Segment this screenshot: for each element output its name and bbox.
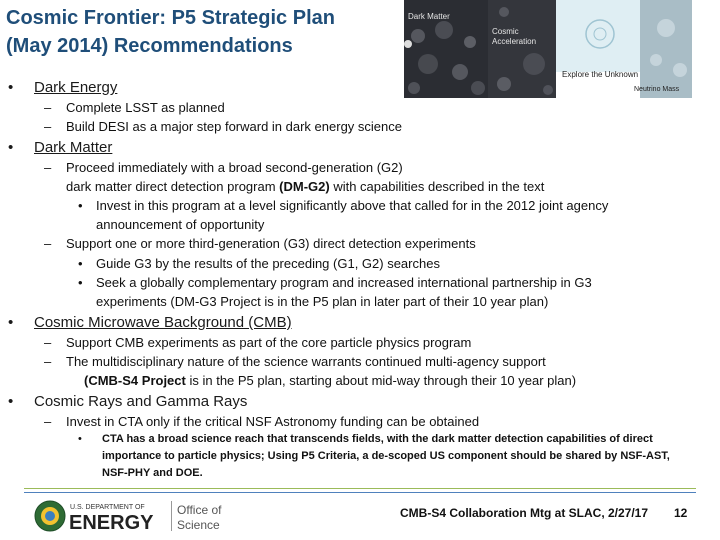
neutrino-label: Neutrino Mass <box>634 86 680 93</box>
cmb-support-text: Support CMB experiments as part of the core particle physics program <box>66 335 472 350</box>
dark-matter-g2-cont-post: with capabilities described in the text <box>329 179 545 194</box>
doe-line2: ENERGY <box>69 512 154 534</box>
dark-matter-seek-cont: experiments (DM-G3 Project is in the P5 plan in later part of their 10 year plan) <box>96 294 549 309</box>
dark-matter-heading: Dark Matter <box>34 139 113 156</box>
bullet: • <box>78 433 82 445</box>
cosmic-label-1: Cosmic <box>492 27 519 36</box>
bullet: • <box>78 275 83 290</box>
cosmic-label-2: Acceleration <box>492 37 537 46</box>
cta-reach-cont: importance to particle physics; Using P5 Criteria, a de-scoped US component should be shared by NSF-AST, <box>102 450 670 462</box>
dark-matter-g2-text: Proceed immediately with a broad second-generation (G2) <box>66 160 403 175</box>
dark-matter-label: Dark Matter <box>408 12 450 21</box>
cmb-s4-post: is in the P5 plan, starting about mid-way through their 10 year plan) <box>185 373 577 388</box>
dash: – <box>44 119 52 134</box>
dash: – <box>44 354 52 369</box>
cosmic-rays-heading: Cosmic Rays and Gamma Rays <box>34 393 248 410</box>
bullet: • <box>8 139 14 156</box>
cmb-heading: Cosmic Microwave Background (CMB) <box>34 314 292 331</box>
dark-matter-guide-text: Guide G3 by the results of the preceding (G1, G2) searches <box>96 256 440 271</box>
slide-title <box>6 4 396 60</box>
bullet: • <box>8 79 14 96</box>
cmb-s4-bold: (CMB-S4 Project <box>84 373 186 388</box>
neutrino-mass-panel <box>640 0 692 98</box>
cta-reach-text: CTA has a broad science reach that transcends fields, with the dark matter detection capabilities of direct <box>102 433 653 445</box>
slide-title-line1: Cosmic Frontier: P5 Strategic Plan <box>6 7 335 29</box>
cmb-multiagency-text: The multidisciplinary nature of the science warrants continued multi-agency support <box>66 354 546 369</box>
footer-rule-green <box>24 488 696 489</box>
bullet: • <box>78 198 83 213</box>
dark-matter-g2-cont-pre: dark matter direct detection program <box>66 179 280 194</box>
dark-matter-invest-cont: announcement of opportunity <box>96 217 265 232</box>
dark-matter-seek-text: Seek a globally complementary program and increased international partnership in G3 <box>96 275 592 290</box>
doe-line1: U.S. DEPARTMENT OF <box>70 504 145 511</box>
dash: – <box>44 335 52 350</box>
footer-meeting-text: CMB-S4 Collaboration Mtg at SLAC, 2/27/17 <box>400 506 649 520</box>
slide-title-line2: (May 2014) Recommendations <box>6 35 293 57</box>
page-number: 12 <box>674 506 688 520</box>
dash: – <box>44 160 52 175</box>
dark-matter-g3-text: Support one or more third-generation (G3) direct detection experiments <box>66 236 476 251</box>
dark-energy-desi-text: Build DESI as a major step forward in dark energy science <box>66 119 402 134</box>
dash: – <box>44 414 52 429</box>
p5-science-drivers-graphic <box>404 0 692 98</box>
dash: – <box>44 236 52 251</box>
dash: – <box>44 100 52 115</box>
cta-invest-text: Invest in CTA only if the critical NSF Astronomy funding can be obtained <box>66 414 480 429</box>
dark-energy-heading: Dark Energy <box>34 79 118 96</box>
office-line2: Science <box>177 518 220 532</box>
explore-label: Explore the Unknown <box>562 70 639 79</box>
doe-office-of-science-logo <box>34 497 234 535</box>
dark-matter-invest-text: Invest in this program at a level significantly above that called for in the 2012 joint agency <box>96 198 609 213</box>
dm-g2-bold: (DM-G2) <box>279 179 330 194</box>
dark-energy-lsst-text: Complete LSST as planned <box>66 100 225 115</box>
bullet: • <box>8 393 14 410</box>
cta-reach-cont2: NSF-PHY and DOE. <box>102 467 203 479</box>
cmb-s4-text <box>84 371 576 390</box>
bullet: • <box>78 256 83 271</box>
footer-rule-blue <box>24 492 696 493</box>
explore-unknown-panel <box>556 0 640 72</box>
office-line1: Office of <box>177 503 222 517</box>
bullet: • <box>8 314 14 331</box>
dark-matter-g2-cont <box>66 177 544 196</box>
